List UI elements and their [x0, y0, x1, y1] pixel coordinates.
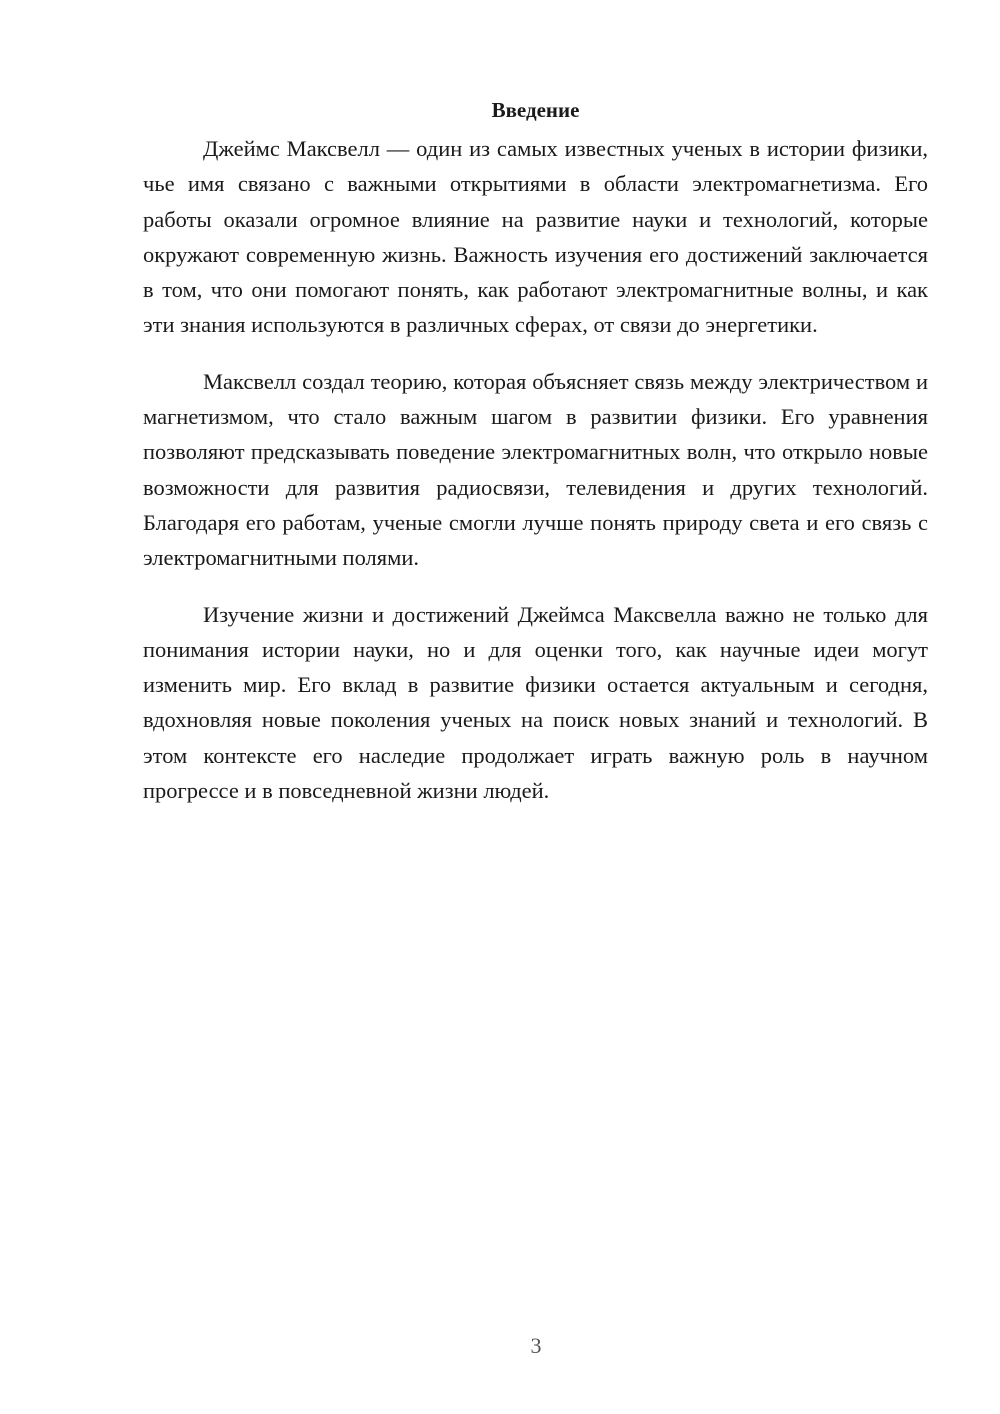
page-number: 3: [530, 1333, 542, 1358]
page-content: [143, 92, 928, 829]
paragraph-3: Изучение жизни и достижений Джеймса Максвелла важно не только для понимания истории науки, но и для оценки того, как научные идеи могут изменить мир. Его вклад в развитие физики остается актуальным и сегодня, вдохновляя новые поколения ученых на поиск новых знаний и технологий. В этом контексте его наследие продолжает играть важную роль в научном прогрессе и в повседневной жизни людей.: [143, 601, 928, 804]
section-heading: Введение: [491, 98, 580, 122]
paragraph-2: Максвелл создал теорию, которая объясняет связь между электричеством и магнетизмом, что стало важным шагом в развитии физики. Его уравнения позволяют предсказывать поведение электромагнитных волн, что открыло новые возможности для развития радиосвязи, телевидения и других технологий. Благодаря его работам, ученые смогли лучше понять природу света и его связь с электромагнитными полями.: [143, 368, 928, 571]
paragraph-1: Джеймс Максвелл — один из самых известных ученых в истории физики, чье имя связано с важными открытиями в области электромагнетизма. Его работы оказали огромное влияние на развитие науки и технологий, которые окружают современную жизнь. Важность изучения его достижений заключается в том, что они помогают понять, как работают электромагнитные волны, и как эти знания используются в различных сферах, от связи до энергетики.: [143, 136, 928, 338]
